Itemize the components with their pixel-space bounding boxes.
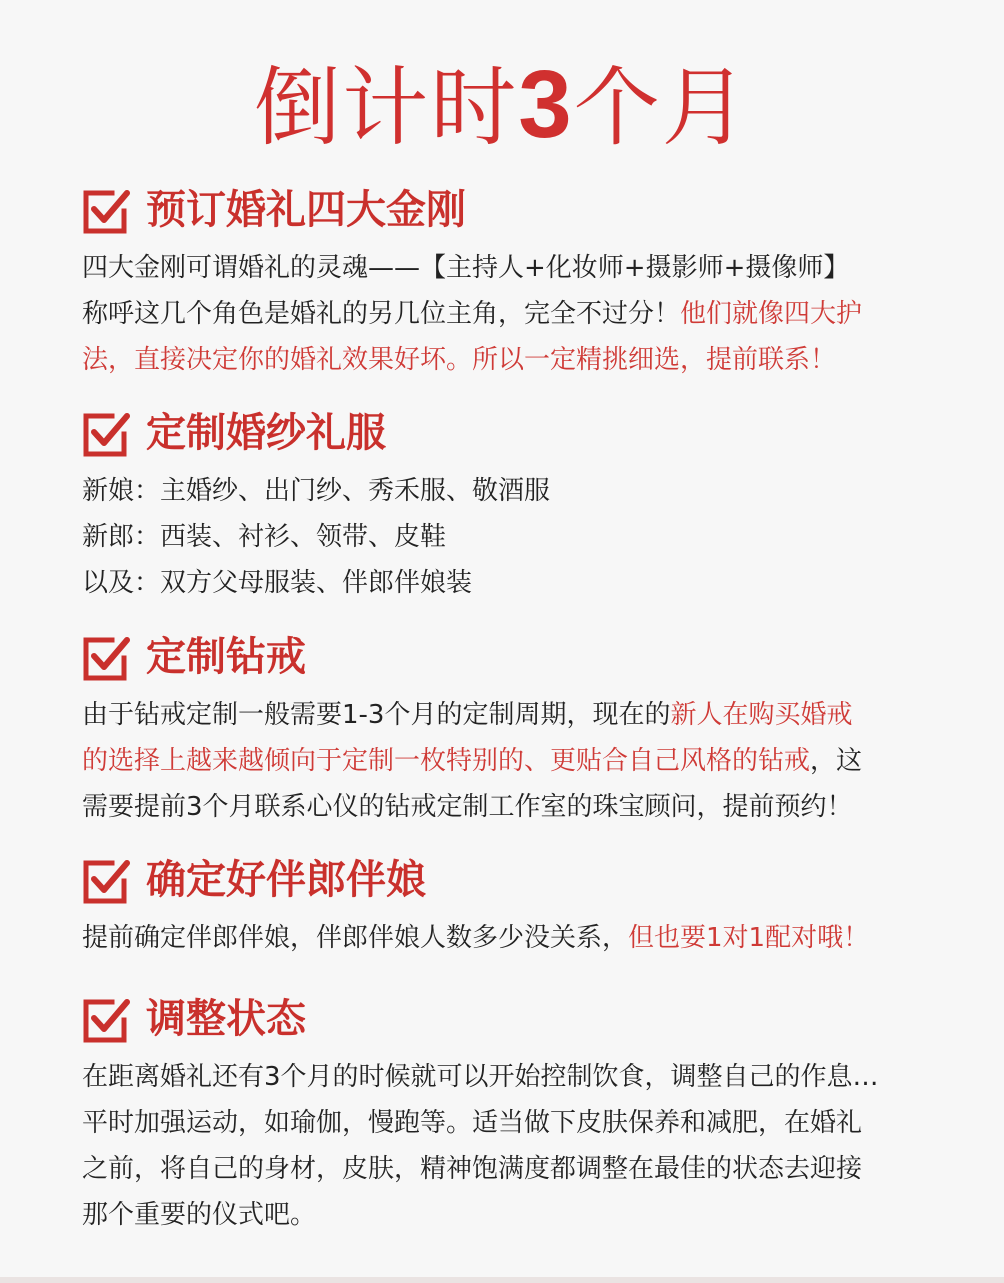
checkbox-checked-icon bbox=[82, 857, 130, 905]
body-line bbox=[82, 291, 942, 337]
body-text-segment: 新娘：主婚纱、出门纱、秀禾服、敬酒服 bbox=[82, 476, 551, 506]
section-body bbox=[82, 245, 942, 383]
body-text-segment: 由于钻戒定制一般需要1-3个月的定制周期，现在的 bbox=[82, 700, 671, 730]
section-heading bbox=[82, 994, 942, 1046]
section-heading-text: 调整状态 bbox=[146, 996, 306, 1042]
highlight-text: 的选择上越来越倾向于定制一枚特别的、更贴合自己风格的钻戒 bbox=[82, 746, 811, 776]
checkbox-checked-icon bbox=[82, 410, 130, 458]
body-text-segment: ，这 bbox=[810, 746, 863, 776]
body-text-segment: 四大金刚可谓婚礼的灵魂——【主持人+化妆师+摄影师+摄像师】 bbox=[82, 253, 850, 283]
section-adjust-condition bbox=[82, 994, 942, 1238]
body-text-segment: 平时加强运动，如瑜伽，慢跑等。适当做下皮肤保养和减肥，在婚礼 bbox=[82, 1108, 863, 1138]
section-body bbox=[82, 915, 942, 961]
checkbox-checked-icon bbox=[82, 634, 130, 682]
body-line bbox=[82, 337, 942, 383]
highlight-text: 但也要1对1配对哦！ bbox=[628, 923, 870, 953]
body-line bbox=[82, 514, 942, 560]
section-heading bbox=[82, 855, 942, 907]
section-heading-text: 确定好伴郎伴娘 bbox=[146, 857, 426, 903]
highlight-text: 新人在购买婚戒 bbox=[670, 700, 853, 730]
body-line bbox=[82, 1192, 942, 1238]
section-wedding-attire bbox=[82, 408, 942, 606]
body-line bbox=[82, 468, 942, 514]
body-line bbox=[82, 915, 942, 961]
section-body bbox=[82, 1054, 942, 1238]
section-custom-ring bbox=[82, 632, 942, 830]
body-line bbox=[82, 1100, 942, 1146]
highlight-text: 法，直接决定你的婚礼效果好坏。所以一定精挑细选，提前联系！ bbox=[82, 345, 837, 375]
body-line bbox=[82, 784, 942, 830]
body-text-segment: 需要提前3个月联系心仪的钻戒定制工作室的珠宝顾问，提前预约！ bbox=[82, 792, 853, 822]
body-text-segment: 称呼这几个角色是婚礼的另几位主角，完全不过分！ bbox=[82, 299, 681, 329]
highlight-text: 他们就像四大护 bbox=[680, 299, 863, 329]
title-prefix: 倒计时 bbox=[254, 58, 519, 158]
body-text-segment: 新郎：西装、衬衫、领带、皮鞋 bbox=[82, 522, 447, 552]
section-book-vendors bbox=[82, 185, 942, 383]
section-heading bbox=[82, 185, 942, 237]
bottom-divider bbox=[0, 1277, 1004, 1283]
body-line bbox=[82, 560, 942, 606]
section-heading bbox=[82, 408, 942, 460]
checkbox-checked-icon bbox=[82, 996, 130, 1044]
body-line bbox=[82, 1054, 942, 1100]
section-heading-text: 定制婚纱礼服 bbox=[146, 410, 386, 456]
section-body bbox=[82, 468, 942, 606]
section-body bbox=[82, 692, 942, 830]
body-text-segment: 之前，将自己的身材，皮肤，精神饱满度都调整在最佳的状态去迎接 bbox=[82, 1154, 863, 1184]
body-text-segment: 在距离婚礼还有3个月的时候就可以开始控制饮食，调整自己的作息… bbox=[82, 1062, 879, 1092]
body-text-segment: 提前确定伴郎伴娘，伴郎伴娘人数多少没关系， bbox=[82, 923, 629, 953]
body-line bbox=[82, 245, 942, 291]
body-line bbox=[82, 692, 942, 738]
checkbox-checked-icon bbox=[82, 187, 130, 235]
body-line bbox=[82, 1146, 942, 1192]
page-title bbox=[0, 51, 1004, 158]
body-line bbox=[82, 738, 942, 784]
body-text-segment: 以及：双方父母服装、伴郎伴娘装 bbox=[82, 568, 473, 598]
section-wedding-party bbox=[82, 855, 942, 961]
section-heading-text: 定制钻戒 bbox=[146, 634, 306, 680]
section-heading-text: 预订婚礼四大金刚 bbox=[146, 187, 466, 233]
title-number: 3 bbox=[518, 51, 574, 158]
body-text-segment: 那个重要的仪式吧。 bbox=[82, 1200, 317, 1230]
section-heading bbox=[82, 632, 942, 684]
title-suffix: 个月 bbox=[573, 58, 750, 158]
